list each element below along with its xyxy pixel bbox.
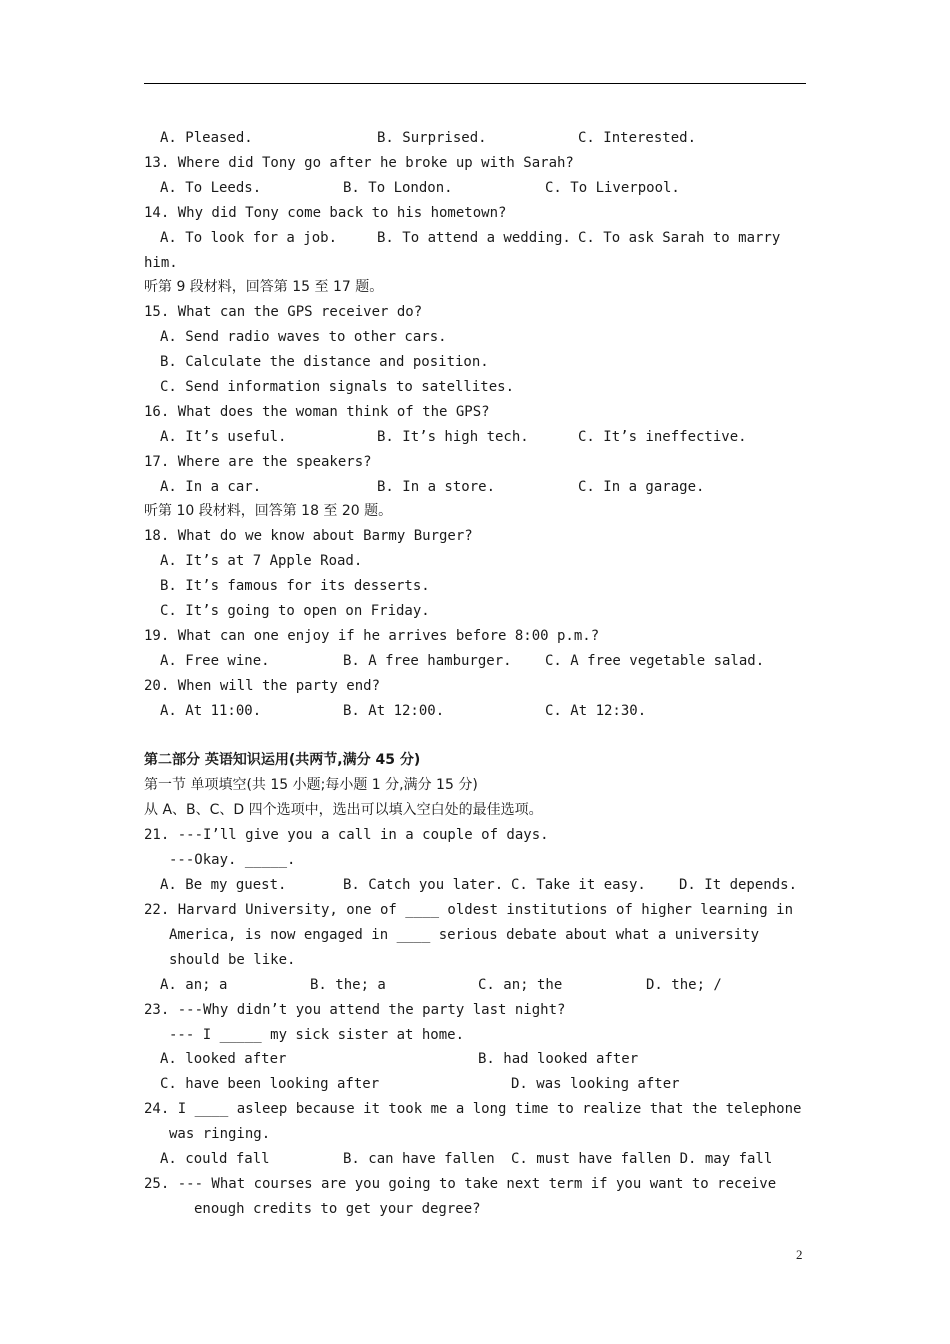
text-line: 从 A、B、C、D 四个选项中，选出可以填入空白处的最佳选项。 bbox=[144, 802, 543, 818]
text-line: B. Surprised. bbox=[377, 130, 487, 146]
text-line: A. To Leeds. bbox=[160, 180, 262, 196]
text-line: A. looked after bbox=[160, 1051, 287, 1067]
text-line: B. Calculate the distance and position. bbox=[160, 354, 489, 370]
text-line: 21. ---I’ll give you a call in a couple of days. bbox=[144, 827, 549, 843]
text-line: A. Send radio waves to other cars. bbox=[160, 329, 447, 345]
text-line: A. It’s at 7 Apple Road. bbox=[160, 553, 363, 569]
text-line: A. could fall bbox=[160, 1151, 270, 1167]
text-line: enough credits to get your degree? bbox=[194, 1201, 481, 1217]
text-line: B. At 12:00. bbox=[343, 703, 445, 719]
text-line: B. In a store. bbox=[377, 479, 496, 495]
text-line: 第二部分 英语知识运用(共两节,满分 45 分) bbox=[144, 752, 421, 768]
text-line: C. an; the bbox=[478, 977, 563, 993]
text-line: should be like. bbox=[169, 952, 296, 968]
text-line: C. must have fallen D. may fall bbox=[511, 1151, 773, 1167]
text-line: C. Send information signals to satellites. bbox=[160, 379, 515, 395]
text-line: 22. Harvard University, one of ____ oldest institutions of higher learning in bbox=[144, 902, 794, 918]
text-line: ---Okay. _____. bbox=[169, 852, 296, 868]
page-number: 2 bbox=[796, 1247, 803, 1262]
text-line: A. To look for a job. bbox=[160, 230, 338, 246]
text-line: B. can have fallen bbox=[343, 1151, 495, 1167]
text-line: B. It’s famous for its desserts. bbox=[160, 578, 430, 594]
text-line: C. It’s ineffective. bbox=[578, 429, 747, 445]
text-line: C. In a garage. bbox=[578, 479, 705, 495]
text-line: C. To ask Sarah to marry bbox=[578, 230, 781, 246]
text-line: A. Pleased. bbox=[160, 130, 253, 146]
text-line: B. It’s high tech. bbox=[377, 429, 529, 445]
text-line: B. To London. bbox=[343, 180, 453, 196]
text-line: 20. When will the party end? bbox=[144, 678, 381, 694]
text-line: A. Be my guest. bbox=[160, 877, 287, 893]
text-line: was ringing. bbox=[169, 1126, 271, 1142]
text-line: C. To Liverpool. bbox=[545, 180, 680, 196]
text-line: 听第 9 段材料，回答第 15 至 17 题。 bbox=[144, 279, 384, 295]
text-line: C. It’s going to open on Friday. bbox=[160, 603, 430, 619]
text-line: 14. Why did Tony come back to his hometown? bbox=[144, 205, 507, 221]
text-line: A. Free wine. bbox=[160, 653, 270, 669]
text-line: America, is now engaged in ____ serious debate about what a university bbox=[169, 927, 760, 943]
text-line: D. It depends. bbox=[679, 877, 798, 893]
text-line: 15. What can the GPS receiver do? bbox=[144, 304, 423, 320]
text-line: A. At 11:00. bbox=[160, 703, 262, 719]
text-line: 13. Where did Tony go after he broke up with Sarah? bbox=[144, 155, 574, 171]
text-line: B. the; a bbox=[310, 977, 386, 993]
text-line: C. At 12:30. bbox=[545, 703, 647, 719]
text-line: 听第 10 段材料，回答第 18 至 20 题。 bbox=[144, 503, 393, 519]
text-line: 16. What does the woman think of the GPS? bbox=[144, 404, 490, 420]
text-line: 25. --- What courses are you going to take next term if you want to receive bbox=[144, 1176, 777, 1192]
text-line: A. In a car. bbox=[160, 479, 262, 495]
text-line: 19. What can one enjoy if he arrives before 8:00 p.m.? bbox=[144, 628, 600, 644]
text-line: 18. What do we know about Barmy Burger? bbox=[144, 528, 473, 544]
text-line: 23. ---Why didn’t you attend the party last night? bbox=[144, 1002, 566, 1018]
text-line: B. To attend a wedding. bbox=[377, 230, 571, 246]
text-line: 17. Where are the speakers? bbox=[144, 454, 372, 470]
text-line: B. had looked after bbox=[478, 1051, 639, 1067]
text-line: B. A free hamburger. bbox=[343, 653, 512, 669]
text-line: B. Catch you later. bbox=[343, 877, 504, 893]
text-line: C. A free vegetable salad. bbox=[545, 653, 765, 669]
text-line: C. have been looking after bbox=[160, 1076, 380, 1092]
text-line: D. was looking after bbox=[511, 1076, 680, 1092]
text-line: 24. I ____ asleep because it took me a long time to realize that the telephone bbox=[144, 1101, 802, 1117]
header-rule bbox=[144, 83, 806, 84]
text-line: --- I _____ my sick sister at home. bbox=[169, 1027, 465, 1043]
text-line: A. It’s useful. bbox=[160, 429, 287, 445]
text-line: C. Interested. bbox=[578, 130, 697, 146]
text-line: him. bbox=[144, 255, 178, 271]
text-line: 第一节 单项填空(共 15 小题;每小题 1 分,满分 15 分) bbox=[144, 777, 478, 793]
text-line: D. the; / bbox=[646, 977, 722, 993]
text-line: C. Take it easy. bbox=[511, 877, 646, 893]
text-line: A. an; a bbox=[160, 977, 228, 993]
